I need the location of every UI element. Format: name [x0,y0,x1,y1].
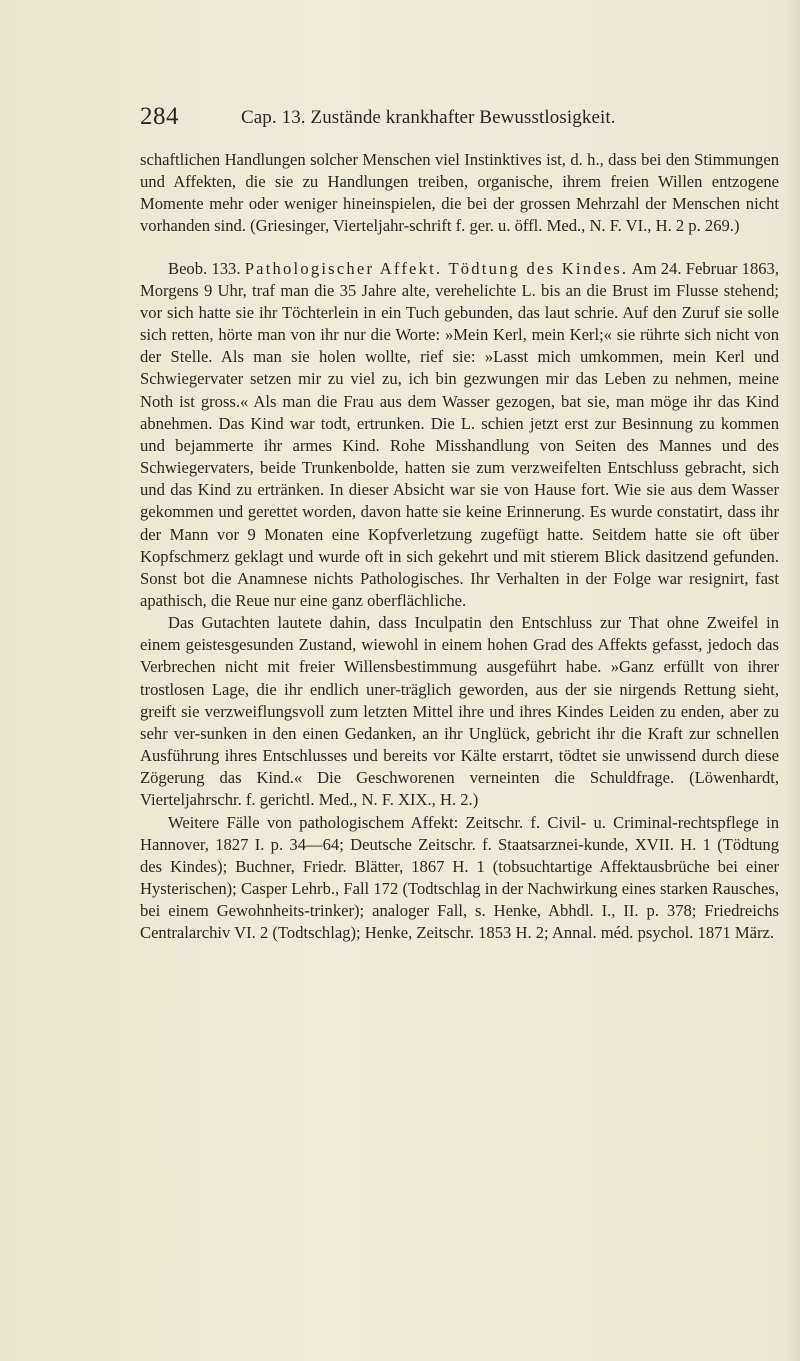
chapter-title: Cap. 13. Zustände krankhafter Bewusstlosigkeit. [241,107,616,128]
paragraph-gap [140,238,779,258]
paragraph-continuation: schaftlichen Handlungen solcher Menschen viel Instinktives ist, d. h., dass bei den Stimmungen und Affekten, die sie zu Handlungen treiben, organische, ihrem freien Willen entzogene Momente mehr oder weniger hineinspielen, die bei der grossen Mehrzahl der Menschen nicht vorhanden sind. (Griesinger, Vierteljahr-schrift f. ger. u. öffl. Med., N. F. VI., H. 2 p. 269.) [140,150,779,236]
paragraph-expert-opinion: Das Gutachten lautete dahin, dass Inculpatin den Entschluss zur That ohne Zweifel in einem geistesgesunden Zustand, wiewohl in einem hohen Grad des Affekts gefasst, jedoch das Verbrechen nicht mit freier Willensbestimmung ausgeführt habe. »Ganz erfüllt von ihrer trostlosen Lage, die ihr endlich uner-träglich geworden, aus der sie nirgends Rettung sieht, greift sie verzweiflungsvoll zum letzten Mittel ihre und ihres Kindes Leiden zu enden, aber zu sehr ver-sunken in den einen Gedanken, an ihr Unglück, gebricht ihr die Kraft zur schnellen Ausführung ihres Entschlusses und bereits vor Kälte erstarrt, tödtet sie unwissend durch diese Zögerung das Kind.« Die Geschworenen verneinten die Schuldfrage. (Löwenhardt, Vierteljahrschr. f. gerichtl. Med., N. F. XIX., H. 2.) [140,613,779,810]
body-text [140,149,779,944]
case-number: Beob. 133. [168,258,245,278]
paragraph-references: Weitere Fälle von pathologischem Affekt: Zeitschr. f. Civil- u. Criminal-rechtspflege in Hannover, 1827 I. p. 34—64; Deutsche Zeitschr. f. Staatsarznei-kunde, XVII. H. 1 (Tödtung des Kindes); Buchner, Friedr. Blätter, 1867 H. 1 (tobsuchtartige Affektausbrüche bei einer Hysterischen); Casper Lehrb., Fall 172 (Todtschlag in der Nachwirkung eines starken Rausches, bei einem Gewohnheits-trinker); analoger Fall, s. Henke, Abhdl. I., II. p. 378; Friedreichs Centralarchiv VI. 2 (Todtschlag); Henke, Zeitschr. 1853 H. 2; Annal. méd. psychol. 1871 März. [140,812,779,943]
page-edge-shadow [786,0,800,1361]
page-number: 284 [140,103,179,130]
case-heading: Pathologischer Affekt. Tödtung des Kindes. [244,258,629,278]
running-head [140,103,800,143]
case-text: Am 24. Februar 1863, Morgens 9 Uhr, traf man die 35 Jahre alte, verehelichte L. bis an die Brust im Flusse stehend; vor sich hatte sie ihr Töchterlein in ein Tuch gebunden, das laut schrie. Auf den Zuruf sie solle sich retten, hörte man von ihr nur die Worte: »Mein Kerl, mein Kerl;« sie rührte sich nicht von der Stelle. Als man sie holen wollte, rief sie: »Lasst mich umkommen, mein Kerl und Schwiegervater setzen mir zu viel zu, ich bin gezwungen mir das Leben zu nehmen, meine Noth ist gross.« Als man die Frau aus dem Wasser gezogen, bat sie, man möge ihr das Kind abnehmen. Das Kind war todt, ertrunken. Die L. schien jetzt erst zur Besinnung zu kommen und bejammerte ihr armes Kind. Rohe Misshandlung von Seiten des Mannes und des Schwiegervaters, beide Trunkenbolde, hatten sie zum verzweifelten Entschluss gebracht, sich und das Kind zu ertränken. In dieser Absicht war sie von Hause fort. Wie sie aus dem Wasser gekommen und gerettet worden, davon hatte sie keine Erinnerung. Es wurde constatirt, dass ihr der Mann vor 9 Monaten eine Kopfverletzung zugefügt hatte. Seitdem hatte sie oft über Kopfschmerz geklagt und wurde oft in sich gekehrt und mit stierem Blick dasitzend gefunden. Sonst bot die Anamnese nichts Pathologisches. Ihr Verhalten in der Folge war resignirt, fast apathisch, die Reue nur eine ganz oberflächliche. [140,258,779,610]
paragraph-case-report [140,258,779,613]
